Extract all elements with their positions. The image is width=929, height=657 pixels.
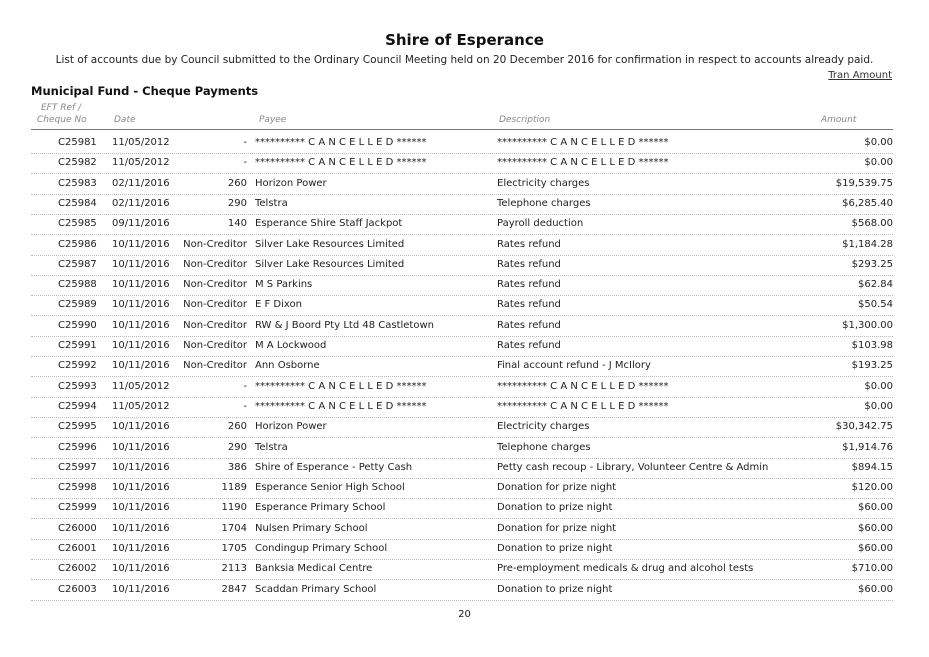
amount-cell: $60.00 (858, 583, 893, 595)
date-cell: 11/05/2012 (112, 157, 170, 169)
date-cell: 10/11/2016 (112, 238, 170, 250)
payee-code-cell: Non-Creditor (183, 279, 247, 291)
cheque-no-cell: C25982 (58, 157, 97, 169)
table-row (31, 498, 893, 519)
payee-code-cell: 2113 (221, 563, 247, 575)
date-cell: 09/11/2016 (112, 218, 170, 230)
header-payee: Payee (259, 115, 287, 125)
table-row (31, 174, 893, 195)
amount-cell: $894.15 (851, 461, 893, 473)
table-row (31, 458, 893, 479)
description-cell: Donation to prize night (497, 502, 613, 514)
amount-cell: $50.54 (858, 299, 893, 311)
description-cell: Final account refund - J McIlory (497, 360, 651, 372)
amount-cell: $1,300.00 (842, 319, 893, 331)
description-cell: Donation for prize night (497, 522, 617, 534)
cheque-no-cell: C26001 (58, 543, 97, 554)
date-cell: 10/11/2016 (112, 340, 170, 351)
cheque-no-cell: C25994 (58, 400, 97, 412)
payee-cell: Banksia Medical Centre (255, 563, 373, 575)
amount-cell: $1,914.76 (842, 441, 893, 453)
amount-cell: $60.00 (858, 543, 893, 554)
payee-cell: Telstra (255, 197, 288, 209)
date-cell: 10/11/2016 (112, 583, 170, 595)
payee-cell: Condingup Primary School (255, 543, 388, 554)
cheque-no-cell: C25987 (58, 258, 97, 270)
description-cell: Rates refund (497, 258, 561, 270)
cheque-no-cell: C26000 (58, 522, 97, 534)
header-cheque-no: Cheque No (37, 115, 87, 125)
date-cell: 10/11/2016 (112, 482, 170, 494)
description-cell: Rates refund (497, 238, 561, 250)
header-eft-ref: EFT Ref / (41, 103, 82, 113)
payee-code-cell: 140 (227, 218, 247, 230)
cheque-no-cell: C25985 (58, 218, 97, 230)
payee-cell: RW & J Boord Pty Ltd 48 Castletown (255, 319, 434, 331)
payee-code-cell: Non-Creditor (183, 238, 247, 250)
date-cell: 10/11/2016 (112, 279, 170, 291)
payee-code-cell: 2847 (221, 583, 247, 595)
cheque-no-cell: C25998 (58, 482, 97, 494)
amount-cell: $0.00 (864, 400, 893, 412)
payee-cell: ********** C A N C E L L E D ****** (255, 380, 427, 392)
payee-code-cell: 290 (227, 441, 247, 453)
date-cell: 02/11/2016 (112, 197, 170, 209)
amount-cell: $120.00 (851, 482, 893, 494)
payee-cell: Silver Lake Resources Limited (255, 258, 405, 270)
date-cell: 10/11/2016 (112, 502, 170, 514)
table-row (31, 580, 893, 601)
amount-cell: $30,342.75 (835, 421, 893, 433)
description-cell: Rates refund (497, 299, 561, 311)
cheque-no-cell: C25996 (58, 441, 97, 453)
description-cell: ********** C A N C E L L E D ****** (497, 137, 669, 148)
payee-code-cell: 1189 (221, 482, 247, 494)
table-row (31, 153, 893, 174)
description-cell: Petty cash recoup - Library, Volunteer Centre & Admin (497, 461, 769, 473)
description-cell: Donation to prize night (497, 543, 613, 554)
payee-cell: Esperance Shire Staff Jackpot (255, 218, 403, 230)
date-cell: 10/11/2016 (112, 522, 170, 534)
description-cell: Electricity charges (497, 177, 590, 189)
table-row (31, 519, 893, 540)
payee-code-cell: - (243, 380, 247, 392)
table-row (31, 539, 893, 560)
cheque-no-cell: C26003 (58, 583, 97, 595)
date-cell: 11/05/2012 (112, 400, 170, 412)
payee-cell: Shire of Esperance - Petty Cash (255, 461, 413, 473)
amount-cell: $0.00 (864, 157, 893, 169)
amount-cell: $193.25 (851, 360, 893, 372)
payee-cell: ********** C A N C E L L E D ****** (255, 137, 427, 148)
description-cell: ********** C A N C E L L E D ****** (497, 157, 669, 169)
payee-cell: Nulsen Primary School (255, 522, 368, 534)
table-row (31, 397, 893, 418)
amount-cell: $60.00 (858, 502, 893, 514)
cheque-no-cell: C25986 (58, 238, 97, 250)
amount-cell: $0.00 (864, 137, 893, 148)
page-number: 20 (458, 609, 471, 620)
cheque-no-cell: C25981 (58, 137, 97, 148)
cheque-no-cell: C25997 (58, 461, 97, 473)
payee-code-cell: - (243, 400, 247, 412)
date-cell: 10/11/2016 (112, 563, 170, 575)
cheque-no-cell: C25993 (58, 380, 97, 392)
amount-cell: $19,539.75 (835, 177, 893, 189)
table-row (31, 356, 893, 377)
description-cell: Telephone charges (497, 197, 591, 209)
payee-cell: Horizon Power (255, 177, 327, 189)
cheque-no-cell: C26002 (58, 563, 97, 575)
payee-code-cell: 1704 (221, 522, 247, 534)
header-amount: Amount (821, 115, 857, 125)
table-row (31, 235, 893, 256)
payee-cell: Ann Osborne (255, 360, 320, 372)
payee-code-cell: Non-Creditor (183, 319, 247, 331)
description-cell: Rates refund (497, 340, 561, 351)
amount-cell: $6,285.40 (842, 197, 893, 209)
description-cell: Payroll deduction (497, 218, 584, 230)
date-cell: 10/11/2016 (112, 258, 170, 270)
description-cell: ********** C A N C E L L E D ****** (497, 380, 669, 392)
date-cell: 10/11/2016 (112, 319, 170, 331)
table-row (31, 214, 893, 235)
payee-code-cell: 1190 (221, 502, 247, 514)
cheque-no-cell: C25990 (58, 319, 97, 331)
amount-cell: $710.00 (851, 563, 893, 575)
cheque-no-cell: C25988 (58, 279, 97, 291)
description-cell: Rates refund (497, 319, 561, 331)
table-row (31, 377, 893, 398)
payee-cell: Scaddan Primary School (255, 583, 377, 595)
amount-cell: $103.98 (851, 340, 893, 351)
description-cell: Rates refund (497, 279, 561, 291)
payee-code-cell: Non-Creditor (183, 340, 247, 351)
table-row (31, 336, 893, 357)
table-row (31, 133, 893, 154)
amount-cell: $293.25 (851, 258, 893, 270)
payee-cell: E F Dixon (255, 299, 302, 311)
payee-code-cell: Non-Creditor (183, 258, 247, 270)
payee-code-cell: 290 (227, 197, 247, 209)
cheque-no-cell: C25995 (58, 421, 97, 433)
payee-cell: Silver Lake Resources Limited (255, 238, 405, 250)
amount-cell: $0.00 (864, 380, 893, 392)
table-row (31, 438, 893, 459)
payee-code-cell: - (243, 157, 247, 169)
date-cell: 11/05/2012 (112, 380, 170, 392)
date-cell: 10/11/2016 (112, 360, 170, 372)
description-cell: Pre-employment medicals & drug and alcohol tests (497, 563, 754, 575)
table-row (31, 275, 893, 296)
description-cell: Donation for prize night (497, 482, 617, 494)
description-cell: ********** C A N C E L L E D ****** (497, 400, 669, 412)
date-cell: 10/11/2016 (112, 441, 170, 453)
date-cell: 10/11/2016 (112, 421, 170, 433)
payee-code-cell: 260 (227, 421, 247, 433)
page-title: Shire of Esperance (385, 31, 544, 49)
date-cell: 10/11/2016 (112, 461, 170, 473)
payee-code-cell: - (243, 137, 247, 148)
date-cell: 10/11/2016 (112, 543, 170, 554)
payee-cell: Esperance Primary School (255, 502, 386, 514)
header-date: Date (114, 115, 136, 125)
table-row (31, 417, 893, 438)
payee-code-cell: Non-Creditor (183, 299, 247, 311)
cheque-no-cell: C25991 (58, 340, 97, 351)
payee-cell: ********** C A N C E L L E D ****** (255, 157, 427, 169)
payee-cell: M A Lockwood (255, 340, 327, 351)
description-cell: Electricity charges (497, 421, 590, 433)
payee-cell: Horizon Power (255, 421, 327, 433)
description-cell: Donation to prize night (497, 583, 613, 595)
section-title: Municipal Fund - Cheque Payments (31, 84, 259, 98)
payee-code-cell: 386 (227, 461, 247, 473)
table-row (31, 559, 893, 580)
cheque-no-cell: C25984 (58, 197, 97, 209)
payee-code-cell: Non-Creditor (183, 360, 247, 372)
cheque-no-cell: C25999 (58, 502, 97, 514)
amount-cell: $568.00 (851, 218, 893, 230)
header-divider (31, 129, 893, 130)
table-row (31, 194, 893, 215)
cheque-no-cell: C25992 (58, 360, 97, 372)
payee-code-cell: 260 (227, 177, 247, 189)
amount-cell: $62.84 (858, 279, 893, 291)
payee-cell: M S Parkins (255, 279, 313, 291)
payee-cell: Telstra (255, 441, 288, 453)
date-cell: 02/11/2016 (112, 177, 170, 189)
payee-cell: ********** C A N C E L L E D ****** (255, 400, 427, 412)
payee-code-cell: 1705 (221, 543, 247, 554)
header-description: Description (499, 115, 551, 125)
cheque-no-cell: C25983 (58, 177, 97, 189)
payee-cell: Esperance Senior High School (255, 482, 405, 494)
description-cell: Telephone charges (497, 441, 591, 453)
amount-cell: $1,184.28 (842, 238, 893, 250)
amount-cell: $60.00 (858, 522, 893, 534)
tran-amount-label: Tran Amount (828, 70, 892, 81)
date-cell: 11/05/2012 (112, 137, 170, 148)
table-row (31, 316, 893, 337)
cheque-no-cell: C25989 (58, 299, 97, 311)
table-row (31, 255, 893, 276)
page-subtitle: List of accounts due by Council submitted to the Ordinary Council Meeting held on 20 December 2016 for confirmation in respect to accounts already paid. (55, 54, 874, 66)
table-row (31, 295, 893, 316)
date-cell: 10/11/2016 (112, 299, 170, 311)
table-row (31, 478, 893, 499)
